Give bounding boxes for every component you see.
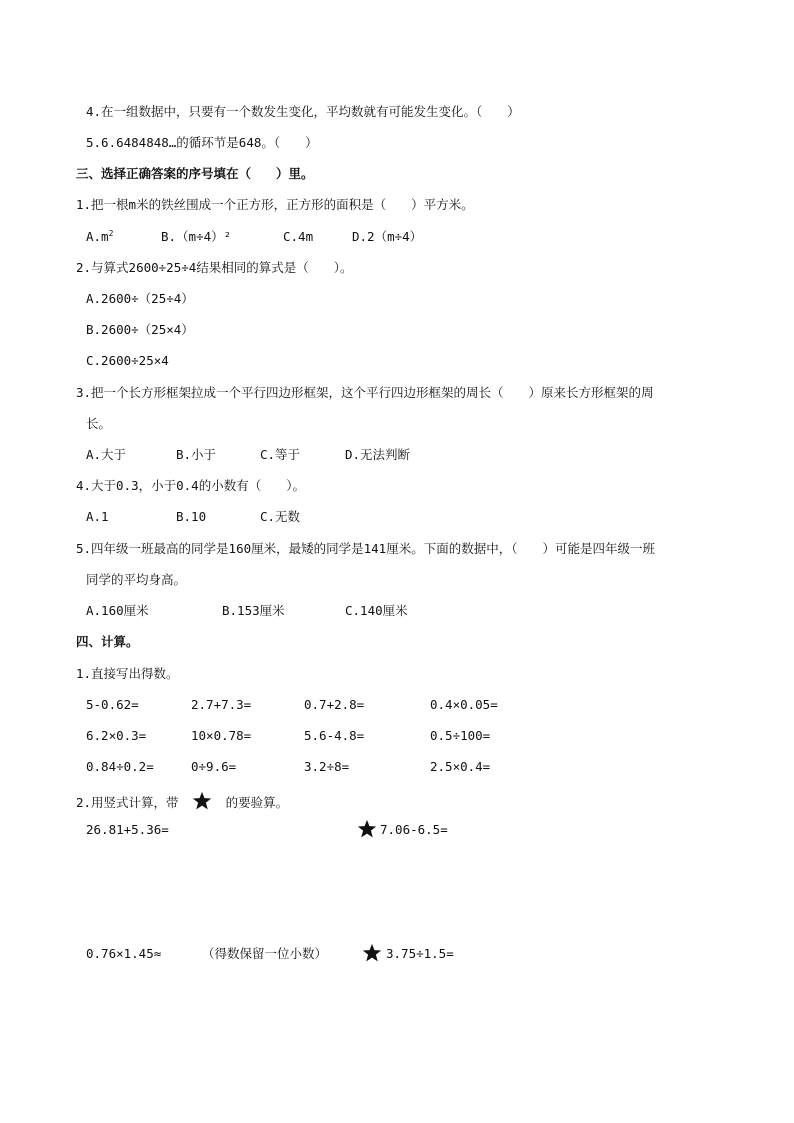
direct-calc-item: 2.5×0.4=: [430, 759, 491, 774]
vertical-calc-item-4: 3.75÷1.5=: [386, 946, 454, 961]
section-3-title: 三、选择正确答案的序号填在（ ）里。: [76, 166, 314, 181]
mc3-option-c: C.等于: [260, 447, 301, 462]
mc1-option-d: D.2（m÷4）: [352, 229, 423, 244]
mc-question-1: 1.把一根m米的铁丝围成一个正方形，正方形的面积是（ ）平方米。: [76, 197, 474, 212]
mc-question-4: 4.大于0.3，小于0.4的小数有（ ）。: [76, 478, 305, 493]
tf-question-5: 5.6.6484848…的循环节是648。（ ）: [86, 135, 318, 150]
mc-question-3-line1: 3.把一个长方形框架拉成一个平行四边形框架，这个平行四边形框架的周长（ ）原来长方形框架的周: [76, 385, 654, 400]
vertical-calc-item-3: 0.76×1.45≈: [86, 946, 162, 961]
direct-calc-item: 5-0.62=: [86, 697, 139, 712]
mc-question-3-line2: 长。: [86, 416, 112, 431]
direct-calc-item: 0÷9.6=: [191, 759, 237, 774]
mc5-option-b: B.153厘米: [222, 603, 285, 618]
direct-calc-item: 6.2×0.3=: [86, 728, 147, 743]
direct-calc-title: 1.直接写出得数。: [76, 666, 179, 681]
direct-calc-item: 5.6-4.8=: [304, 728, 365, 743]
star-icon: [192, 791, 212, 811]
mc3-option-b: B.小于: [176, 447, 217, 462]
mc1-option-a: $A.m^2$: [86, 228, 114, 244]
direct-calc-item: 0.7+2.8=: [304, 697, 365, 712]
mc2-option-c: C.2600÷25×4: [86, 353, 169, 368]
mc3-option-a: A.大于: [86, 447, 127, 462]
direct-calc-item: 0.5÷100=: [430, 728, 491, 743]
star-icon: [357, 819, 377, 839]
mc1-option-c: C.4m: [283, 229, 314, 244]
mc3-option-d: D.无法判断: [345, 447, 411, 462]
tf-question-4: 4.在一组数据中，只要有一个数发生变化，平均数就有可能发生变化。（ ）: [86, 104, 520, 119]
section-4-title: 四、计算。: [76, 634, 139, 649]
direct-calc-item: 0.4×0.05=: [430, 697, 498, 712]
mc5-option-a: A.160厘米: [86, 603, 149, 618]
direct-calc-item: 2.7+7.3=: [191, 697, 252, 712]
direct-calc-item: 3.2÷8=: [304, 759, 350, 774]
mc4-option-a: A.1: [86, 509, 109, 524]
vertical-calc-item-2: 7.06-6.5=: [380, 822, 448, 837]
direct-calc-item: 10×0.78=: [191, 728, 252, 743]
mc-question-5-line2: 同学的平均身高。: [86, 572, 187, 587]
rounding-note: （得数保留一位小数）: [202, 946, 328, 961]
vertical-calc-item-1: 26.81+5.36=: [86, 822, 169, 837]
direct-calc-item: 0.84÷0.2=: [86, 759, 154, 774]
mc4-option-b: B.10: [176, 509, 207, 524]
mc5-option-c: C.140厘米: [345, 603, 408, 618]
mc2-option-a: A.2600÷（25÷4）: [86, 291, 194, 306]
mc-question-2: 2.与算式2600÷25÷4结果相同的算式是（ ）。: [76, 260, 353, 275]
mc1-option-b: B.（m÷4）²: [161, 229, 232, 244]
mc4-option-c: C.无数: [260, 509, 301, 524]
mc-question-5-line1: 5.四年级一班最高的同学是160厘米，最矮的同学是141厘米。下面的数据中，（ ）可能是四年级一班: [76, 541, 655, 556]
mc2-option-b: B.2600÷（25×4）: [86, 322, 194, 337]
vertical-calc-title: 2.用竖式计算，带 的要验算。: [76, 791, 288, 811]
star-icon: [362, 943, 382, 963]
